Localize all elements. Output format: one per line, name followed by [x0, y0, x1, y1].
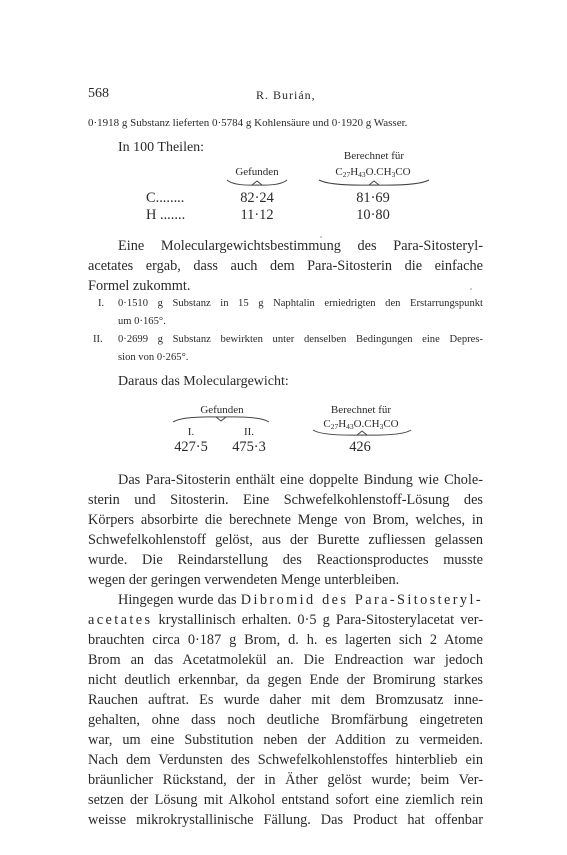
running-header-author: R. Burián, [256, 88, 316, 102]
measurement-i-line1: 0·1510 g Substanz in 15 g Naphtalin erniedrigten den Erstarrungspunkt [118, 298, 483, 309]
paragraph-dibromide [88, 590, 483, 830]
found-brace-2 [172, 414, 270, 424]
row-label-h: H ....... [146, 207, 186, 223]
paragraph-line: wegen der geringen verwendeten Menge unterbleiben. [88, 572, 400, 588]
found-value-i: 427·5 [174, 439, 208, 455]
measurement-i-line2: um 0·165°. [118, 316, 166, 327]
calc-formula-2: $C_{27}H_{43}O.CH_3CO$ [323, 418, 399, 431]
paragraph-line: brauchten circa 0·187 g Brom, d. h. es lagerten sich 2 Atome [88, 632, 483, 648]
paragraph-line: Das Para-Sitosterin enthält eine doppelte Bindung wie Chole- [118, 472, 483, 488]
paragraph-line: Schwefelkohlenstoff gelöst, aus der Burette zufliessen gelassen [88, 532, 483, 548]
found-header-label-2: Gefunden [200, 404, 244, 416]
spaced-emphasis: Dibromid des Para-Sitosteryl- [240, 592, 484, 608]
paper-speck [470, 288, 472, 290]
paragraph-line: weisse mikrokrystallinische Fällung. Das Product hat offenbar [88, 812, 483, 828]
paper-speck [320, 236, 322, 238]
paragraph-line: Formel zukommt. [88, 278, 191, 294]
paragraph-line [88, 610, 483, 630]
measurement-ii-line2: sion von 0·265°. [118, 352, 189, 363]
calc-value-mw: 426 [349, 439, 371, 455]
paragraph-line: Rauchen auftrat. Es wurde daher mit dem Bromzusatz inne- [88, 692, 483, 708]
paragraph-line: gehalten, ohne dass noch deutliche Bromfärbung eingetreten [88, 712, 483, 728]
found-brace [226, 178, 288, 188]
paragraph-line: bräunlicher Rückstand, der in Äther gelöst wurde; beim Ver- [88, 772, 483, 788]
found-value-c: 82·24 [240, 190, 274, 206]
paragraph-line: setzen der Lösung mit Alkohol entstand sofort eine ziemlich rein [88, 792, 483, 808]
found-sub-ii: II. [243, 426, 255, 438]
found-value-h: 11·12 [240, 207, 274, 223]
paragraph-line: wurde. Die Reindarstellung des Reactionsproductes musste [88, 552, 483, 568]
page-number: 568 [88, 86, 109, 101]
found-header-label: Gefunden [235, 166, 279, 178]
calc-header-label-2: Berechnet für [330, 404, 392, 416]
paragraph-molecular-weight-intro [88, 236, 483, 296]
analysis-line: 0·1918 g Substanz lieferten 0·5784 g Kohlensäure und 0·1920 g Wasser. [88, 117, 408, 129]
text-run: Hingegen wurde das [118, 592, 241, 608]
calc-formula: $C_{27}H_{43}O.CH_3CO$ [335, 166, 411, 179]
calc-brace [318, 178, 430, 188]
found-sub-i: I. [187, 426, 195, 438]
section-heading-molecular-weight: Daraus das Moleculargewicht: [118, 374, 289, 389]
calc-value-c: 81·69 [356, 190, 390, 206]
calc-value-h: 10·80 [356, 207, 390, 223]
section-heading-percent: In 100 Theilen: [118, 140, 205, 155]
calc-header-label: Berechnet für [343, 150, 405, 162]
text-run: krystallinisch erhalten. 0·5 g Para-Sitosterylacetat ver- [152, 612, 483, 628]
paragraph-line: Nach dem Verdunsten des Schwefelkohlenstoffes hinterblieb ein [88, 752, 483, 768]
measurement-label-ii: II. [93, 334, 103, 345]
measurement-ii-line1: 0·2699 g Substanz bewirkten unter denselben Bedingungen eine Depres- [118, 334, 483, 345]
row-label-c: C........ [146, 190, 185, 206]
calc-brace-2 [312, 428, 412, 438]
paragraph-line: Eine Moleculargewichtsbestimmung des Para-Sitosteryl- [118, 238, 483, 254]
paragraph-line: nicht deutlich erkennbar, da gegen Ende der Bromirung starkes [88, 672, 483, 688]
paragraph-line: war, um eine Substitution neben der Addition zu vermeiden. [88, 732, 483, 748]
paragraph-line: acetates ergab, dass auch dem Para-Sitosterin die einfache [88, 258, 483, 274]
paragraph-line: Körpers absorbirte die berechnete Menge von Brom, welches, in [88, 512, 483, 528]
measurement-label-i: I. [98, 298, 105, 309]
found-value-ii: 475·3 [232, 439, 266, 455]
spaced-emphasis: acetates [88, 612, 153, 628]
paragraph-bromine-addition [88, 470, 483, 590]
paragraph-line: sterin und Sitosterin. Eine Schwefelkohlenstoff-Lösung des [88, 492, 483, 508]
paragraph-line: Brom an das Acetatmolekül an. Die Endreaction war jedoch [88, 652, 483, 668]
paragraph-line [88, 590, 483, 610]
